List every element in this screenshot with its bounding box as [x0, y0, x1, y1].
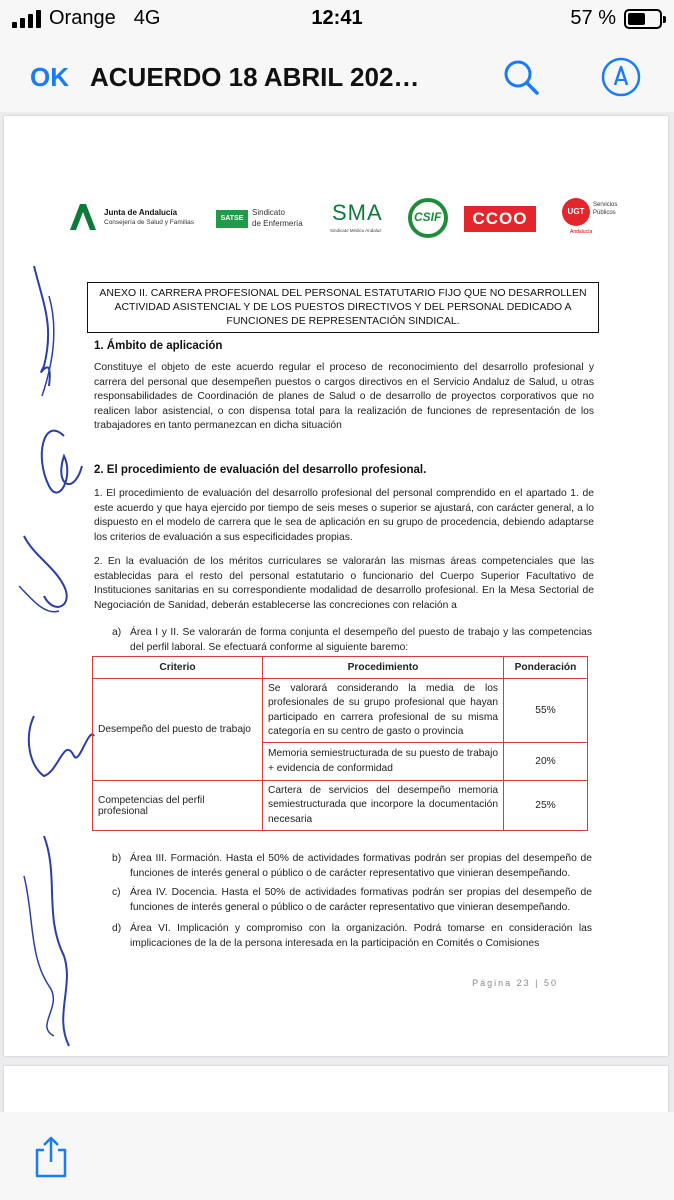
junta-logo-line2: Consejería de Salud y Familias — [104, 219, 194, 226]
junta-logo-line1: Junta de Andalucía — [104, 208, 178, 217]
table-cell-criterio: Desempeño del puesto de trabajo — [93, 679, 263, 781]
document-title: ACUERDO 18 ABRIL 202… — [90, 62, 420, 92]
satse-text1: Sindicato — [252, 208, 285, 217]
ccoo-logo — [464, 196, 538, 240]
table-cell-ponderacion: 25% — [504, 781, 588, 831]
table-cell-procedimiento: Memoria semiestructurada de su puesto de trabajo + evidencia de conformidad — [263, 743, 504, 781]
share-icon[interactable] — [32, 1134, 70, 1180]
item-a-letter: a) — [112, 627, 122, 638]
junta-emblem-icon — [66, 200, 100, 234]
section1-text: Constituye el objeto de este acuerdo regular el proceso de reconocimiento del desarrollo profesional y carrera del personal que desempeñen puestos o cargos directivos en el Servicio Andaluz de Salud, u otras responsabilidades de Coordinación de planes de Salud o de desarrollo de proyectos corporativos que no realicen labor asistencial, o con dispensa total para la realización de funciones de representación de los trabajadores en tanto permanezcan en dicha situación — [94, 362, 594, 432]
section2-paragraph2: 2. En la evaluación de los méritos curriculares se valorarán las mismas áreas competenciales que las establecidas para el resto del personal estatutario o funcionario del Cuerpo Superior Facultativo de Instituciones sanitarias en su correspondiente modalidad de desarrollo profesional. En la Mesa Sectorial de Negociación de Sanidad, deberán establecerse las concreciones con relación a — [94, 556, 594, 611]
ugt-sub1: Servicios — [593, 202, 618, 208]
table-cell-ponderacion: 20% — [504, 743, 588, 781]
table-header-row — [93, 657, 588, 679]
logos-strip — [66, 196, 626, 240]
battery-percent: 57 % — [570, 7, 616, 29]
page-footer: Página 23 | 50 — [472, 978, 558, 988]
status-bar — [0, 0, 674, 40]
table-cell-procedimiento: Se valorará considerando la media de los profesionales de su grupo profesional que hayan participado en carrera profesional de su misma categoría en su centro de gasto o provincia — [263, 679, 504, 743]
section2-paragraph1: 1. El procedimiento de evaluación del desarrollo profesional del personal comprendido en el apartado 1. de este acuerdo y que haya ejercido por tiempo de seis meses o superior se ajustará, con carácter general, a lo dispuesto en el modelo de carrera que le sea de aplicación en su grupo de procedencia, debiendo adaptarse los criterios de evaluación a sus especificidades propias. — [94, 488, 594, 543]
table-header: Ponderación — [504, 657, 588, 679]
network-type: 4G — [133, 7, 161, 29]
status-right — [570, 7, 662, 30]
document-viewer[interactable] — [0, 112, 674, 1112]
done-button[interactable]: OK — [30, 62, 69, 92]
table-row — [93, 679, 588, 743]
sma-subtitle: Sindicato Médico Andaluz — [330, 228, 382, 233]
table-cell-criterio: Competencias del perfil profesional — [93, 781, 263, 831]
table-row — [93, 781, 588, 831]
search-icon[interactable] — [500, 56, 542, 98]
sma-text: SMA — [332, 200, 383, 225]
ccoo-text: CCOO — [464, 206, 536, 232]
item-b-text: Área III. Formación. Hasta el 50% de actividades formativas podrán ser propias del desempeño de funciones de interés general o público o de carácter representativo que vinieran desempeñando. — [130, 853, 592, 879]
carrier-name: Orange — [49, 7, 116, 29]
clock: 12:41 — [311, 7, 363, 29]
csif-text: CSIF — [414, 210, 442, 224]
criteria-table — [92, 656, 588, 831]
ugt-badge: UGT — [562, 198, 590, 226]
ugt-sub3: Andalucía — [570, 229, 593, 235]
item-a-text: Área I y II. Se valorarán de forma conjunta el desempeño del puesto de trabajo y las competencias del perfil laboral. Se efectuará conforme al siguiente baremo: — [130, 627, 592, 653]
ugt-logo — [562, 196, 628, 240]
item-d-letter: d) — [112, 923, 122, 934]
item-b-letter: b) — [112, 853, 122, 864]
bottom-toolbar — [0, 1112, 674, 1200]
next-document-page — [4, 1066, 668, 1116]
document-page — [4, 116, 668, 1056]
sma-logo — [328, 196, 408, 240]
battery-icon — [624, 9, 662, 29]
csif-logo — [406, 196, 458, 240]
annex-title-box: ANEXO II. CARRERA PROFESIONAL DEL PERSONAL ESTATUTARIO FIJO QUE NO DESARROLLEN ACTIVIDAD ASISTENCIAL Y DE LOS PUESTOS DIRECTIVOS Y DEL PERSONAL DEDICADO A FUNCIONES DE REPRESENTACIÓN SINDICAL. — [87, 282, 599, 333]
satse-badge: SATSE — [216, 210, 248, 228]
junta-andalucia-logo — [66, 196, 206, 240]
satse-logo — [216, 196, 316, 240]
satse-text2: de Enfermería — [252, 219, 303, 228]
table-header: Procedimiento — [263, 657, 504, 679]
item-d-text: Área VI. Implicación y compromiso con la organización. Podrá tomarse en consideración las implicaciones de la de la persona interesada en la participación en Comités o Comisiones — [130, 923, 592, 949]
table-header: Criterio — [93, 657, 263, 679]
table-cell-ponderacion: 55% — [504, 679, 588, 743]
item-c-letter: c) — [112, 887, 121, 898]
ugt-sub2: Públicos — [593, 210, 616, 216]
table-cell-procedimiento: Cartera de servicios del desempeño memoria semiestructurada que incorpore la documentación necesaria — [263, 781, 504, 831]
section1-heading: 1. Ámbito de aplicación — [94, 340, 223, 352]
section2-heading: 2. El procedimiento de evaluación del desarrollo profesional. — [94, 464, 427, 476]
navigation-bar — [0, 40, 674, 112]
item-c-text: Área IV. Docencia. Hasta el 50% de actividades formativas podrán ser propias del desempeño de funciones de interés general o público o de carácter representativo que vinieran desempeñando. — [130, 887, 592, 913]
markup-pen-icon[interactable] — [600, 56, 642, 98]
